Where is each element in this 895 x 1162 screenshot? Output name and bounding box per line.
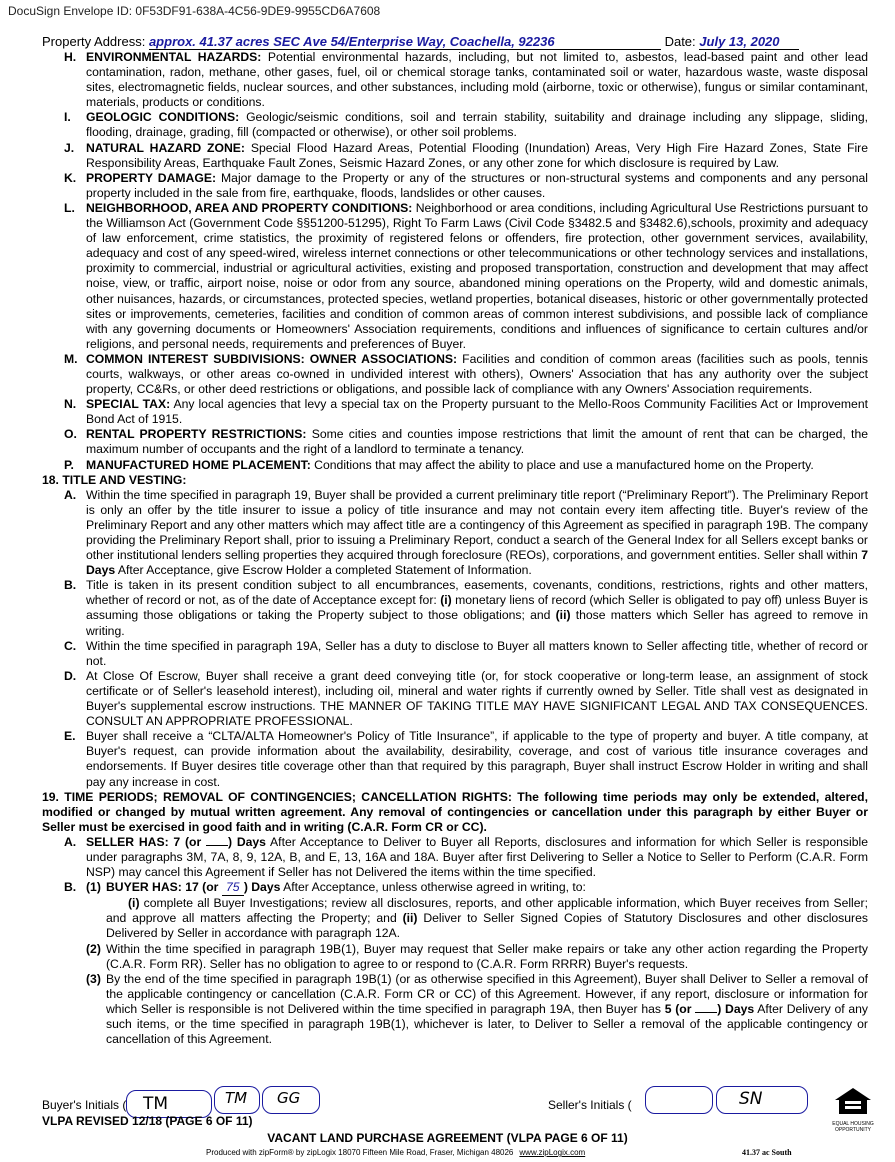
buyer-delivery-days-field[interactable] bbox=[695, 1012, 717, 1013]
document-body bbox=[42, 50, 868, 1047]
acres-reference: 41.37 ac South bbox=[742, 1148, 792, 1157]
section-18 bbox=[42, 473, 868, 790]
ziplogix-link[interactable]: www.zipLogix.com bbox=[519, 1148, 586, 1157]
section-19 bbox=[42, 790, 868, 1048]
hazard-item: O. RENTAL PROPERTY RESTRICTIONS: Some cities and counties impose restrictions that limit the amount of rent that can be charged, the maximum number of occupants and the right of a landlord to terminate a tenancy. bbox=[64, 427, 869, 457]
section-18-heading: 18. TITLE AND VESTING: bbox=[42, 472, 187, 487]
section-18-b: B. Title is taken in its present condition subject to all encumbrances, easements, covenants, conditions, restrictions, rights and other matters, whether of record or not, as of the date of Acceptance except for: (i) monetary liens of record (which Seller is obligated to pay off) unless Buyer is assuming those obligations or taking the Property subject to those obligations; and (ii) those matters which Seller has agreed to remove in writing. bbox=[64, 578, 868, 638]
form-title: VACANT LAND PURCHASE AGREEMENT (VLPA PAGE 6 OF 11) bbox=[267, 1131, 628, 1145]
buyer-initials-label: Buyer's Initials ( bbox=[42, 1098, 127, 1112]
hazard-item: J. NATURAL HAZARD ZONE: Special Flood Hazard Areas, Potential Flooding (Inundation) Areas, Very High Fire Hazard Zones, State Fire Responsibility Areas, Earthquake Fault Zones, Seismic Hazard Zones, or any other zone for which disclosure is required by Law. bbox=[64, 140, 868, 170]
equal-housing-logo bbox=[828, 1086, 878, 1133]
buyer-initials-box-2[interactable] bbox=[214, 1086, 260, 1114]
property-address-line bbox=[42, 34, 799, 50]
section-18-d: D. At Close Of Escrow, Buyer shall receive a grant deed conveying title (or, for stock cooperative or long-term lease, an assignment of stock certificate or of Seller's leasehold interest), including oil, mineral and water rights if currently owned by Seller. Title shall vest as designated in Buyer's supplemental escrow instructions. THE MANNER OF TAKING TITLE MAY HAVE SIGNIFICANT LEGAL AND TAX CONSEQUENCES. CONSULT AN APPROPRIATE PROFESSIONAL. bbox=[64, 668, 868, 729]
buyer-initials-3: GG bbox=[277, 1089, 301, 1107]
produced-with: Produced with zipForm® by zipLogix 18070 Fifteen Mile Road, Fraser, Michigan 48026 www.zipLogix.com bbox=[206, 1148, 586, 1157]
buyer-days-field[interactable]: 75 bbox=[222, 880, 244, 896]
section-19-a: A. SELLER HAS: 7 (or ) Days After Acceptance to Deliver to Buyer all Reports, disclosures and information for which Seller is responsible under paragraphs 3M, 7A, 8, 9, 12A, B, and E, 13, 16A and 18A. Buyer after first Delivering to Seller a Notice to Seller to Perform (C.A.R. Form NSP) may cancel this Agreement if Seller has not Delivered the items within the time specified. bbox=[64, 834, 868, 880]
property-address-label: Property Address: bbox=[42, 34, 146, 49]
seller-initials-box-2[interactable] bbox=[716, 1086, 808, 1114]
seller-initials-label: Seller's Initials ( bbox=[548, 1098, 632, 1112]
seller-days-field[interactable] bbox=[206, 845, 228, 846]
buyer-initials-2: TM bbox=[225, 1089, 248, 1107]
section-19-b2: (2) Within the time specified in paragraph 19B(1), Buyer may request that Seller make repairs or take any other action regarding the Property (C.A.R. Form RR). Seller has no obligation to agree to or respond to (C.A.R. Form RRRR) Buyer's requests. bbox=[86, 941, 868, 971]
docusign-envelope-id: DocuSign Envelope ID: 0F53DF91-638A-4C56-9DE9-9955CD6A7608 bbox=[8, 4, 381, 18]
seller-initials: SN bbox=[739, 1089, 763, 1109]
hazard-item: K. PROPERTY DAMAGE: Major damage to the Property or any of the structures or non-structural systems and components and any personal property included in the sale from fire, earthquake, floods, landslides or other causes. bbox=[64, 170, 868, 200]
hazard-item: N. SPECIAL TAX: Any local agencies that levy a special tax on the Property pursuant to the Mello-Roos Community Facilities Act or Improvement Bond Act of 1915. bbox=[64, 397, 869, 427]
section-19-b3: (3) By the end of the time specified in paragraph 19B(1) (or as otherwise specified in this Agreement), Buyer shall Deliver to Seller a removal of the applicable contingency or cancellation (C.A.R. Form CR or CC) of this Agreement. However, if any report, disclosure or information for which Seller is responsible is not Delivered within the time specified in paragraph 19A, then Buyer has 5 (or ) Days After Delivery of any such items, or the time specified in paragraph 19B(1), whichever is later, to Deliver to Seller a removal of the applicable contingency or cancellation of this Agreement. bbox=[86, 971, 868, 1047]
revision-label: VLPA REVISED 12/18 (PAGE 6 OF 11) bbox=[42, 1114, 253, 1128]
hazard-item: P. MANUFACTURED HOME PLACEMENT: Conditions that may affect the ability to place and use a manufactured home on the Property. bbox=[64, 457, 814, 472]
hazard-item: L. NEIGHBORHOOD, AREA AND PROPERTY CONDITIONS: Neighborhood or area conditions, including Agricultural Use Restrictions pursuant to the Williamson Act (Government Code §§51200-51295), Right To Farm Laws (Civil Code §3482.5 and §3482.6),schools, proximity and adequacy of law enforcement, crime statistics, the proximity of registered felons or offenders, fire protection, other government services, availability, adequacy and cost of any speed-wired, wireless internet connections or other telecommunications or other technology services and installations, proximity to commercial, industrial or agricultural activities, existing and proposed transportation, construction and development that may affect noise, view, or traffic, airport noise, noise or odor from any source, abandoned mining operations on the Property, wild and domestic animals, other nuisances, hazards, or circumstances, protected species, wetland properties, botanical diseases, historic or other governmentally protected sites or improvements, cemeteries, facilities and condition of common areas of common interest subdivisions, and possible lack of compliance with any governing documents or Homeowners' Association requirements, conditions and influences of significance to certain cultures and/or religions, and personal needs, requirements and preferences of Buyer. bbox=[64, 200, 868, 351]
seller-initials-box-1[interactable] bbox=[645, 1086, 713, 1114]
equal-housing-caption: EQUAL HOUSING OPPORTUNITY bbox=[832, 1121, 874, 1133]
hazard-item: M. COMMON INTEREST SUBDIVISIONS: OWNER ASSOCIATIONS: Facilities and condition of common areas (facilities such as pools, tennis courts, walkways, or other areas co-owned in undivided interest with others), Owners' Association that has any authority over the subject property, CC&Rs, or other deed restrictions or obligations, and possible lack of compliance with any Owners' Association requirements. bbox=[64, 351, 868, 397]
date-label: Date: bbox=[664, 34, 696, 49]
section-17-items bbox=[42, 50, 868, 473]
hazard-item: I. GEOLOGIC CONDITIONS: Geologic/seismic conditions, soil and terrain stability, suitability and drainage including any slippage, sliding, flooding, drainage, grading, fill (compacted or otherwise), or other soil problems. bbox=[64, 110, 869, 140]
section-19-heading: 19. TIME PERIODS; REMOVAL OF CONTINGENCIES; CANCELLATION RIGHTS: The following time periods may only be extended, altered, modified or changed by mutual written agreement. Any removal of contingencies or cancellation under this paragraph by either Buyer or Seller must be exercised in good faith and in writing (C.A.R. Form CR or CC). bbox=[42, 789, 868, 834]
hazard-item: H. ENVIRONMENTAL HAZARDS: Potential environmental hazards, including, but not limited to, asbestos, lead-based paint and other lead contamination, radon, methane, other gases, fuel, oil or chemical storage tanks, contaminated soil or water, hazardous waste, waste disposal sites, electromagnetic fields, nuclear sources, and other substances, including mold (airborne, toxic or otherwise), fungus or similar contaminant, materials, products or conditions. bbox=[64, 50, 868, 110]
date-value: July 13, 2020 bbox=[699, 34, 780, 49]
section-18-e: E. Buyer shall receive a “CLTA/ALTA Homeowner's Policy of Title Insurance”, if applicable to the type of property and buyer. A title company, at Buyer's request, can provide information about the availability, desirability, coverage, and cost of various title insurance coverages and endorsements. If Buyer desires title coverage other than that required by this paragraph, Buyer shall instruct Escrow Holder in writing and shall pay any increase in cost. bbox=[64, 729, 868, 789]
buyer-initials-box-3[interactable] bbox=[262, 1086, 320, 1114]
section-19-b1: B. (1) BUYER HAS: 17 (or 75 ) Days After Acceptance, unless otherwise agreed in writing, to: (i) complete all Buyer Investigations; review all disclosures, reports, and other applicable information, which Buyer receives from Seller; and approve all matters affecting the Property; and (ii) Deliver to Seller Signed Copies of Statutory Disclosures and other disclosures Delivered by Seller in accordance with paragraph 12A. bbox=[64, 880, 868, 941]
page-footer bbox=[0, 1086, 895, 1162]
property-address-value: approx. 41.37 acres SEC Ave 54/Enterprise Way, Coachella, 92236 bbox=[148, 34, 555, 49]
section-18-a: A. Within the time specified in paragraph 19, Buyer shall be provided a current preliminary title report (“Preliminary Report”). The Preliminary Report is only an offer by the title insurer to issue a policy of title insurance and may not contain every item affecting title. Buyer's review of the Preliminary Report and any other matters which may affect title are a contingency of this Agreement as specified in paragraph 19B. The company providing the Preliminary Report shall, prior to issuing a Preliminary Report, conduct a search of the General Index for all Sellers except banks or other institutional lenders selling properties they acquired through foreclosure (REOs), corporations, and government entities. Seller shall within 7 Days After Acceptance, give Escrow Holder a completed Statement of Information. bbox=[64, 487, 868, 578]
equal-housing-icon bbox=[833, 1086, 873, 1116]
buyer-initials-1: TM bbox=[143, 1094, 169, 1114]
section-18-c: C. Within the time specified in paragraph 19A, Seller has a duty to disclose to Buyer all matters known to Seller affecting title, whether of record or not. bbox=[64, 638, 868, 668]
